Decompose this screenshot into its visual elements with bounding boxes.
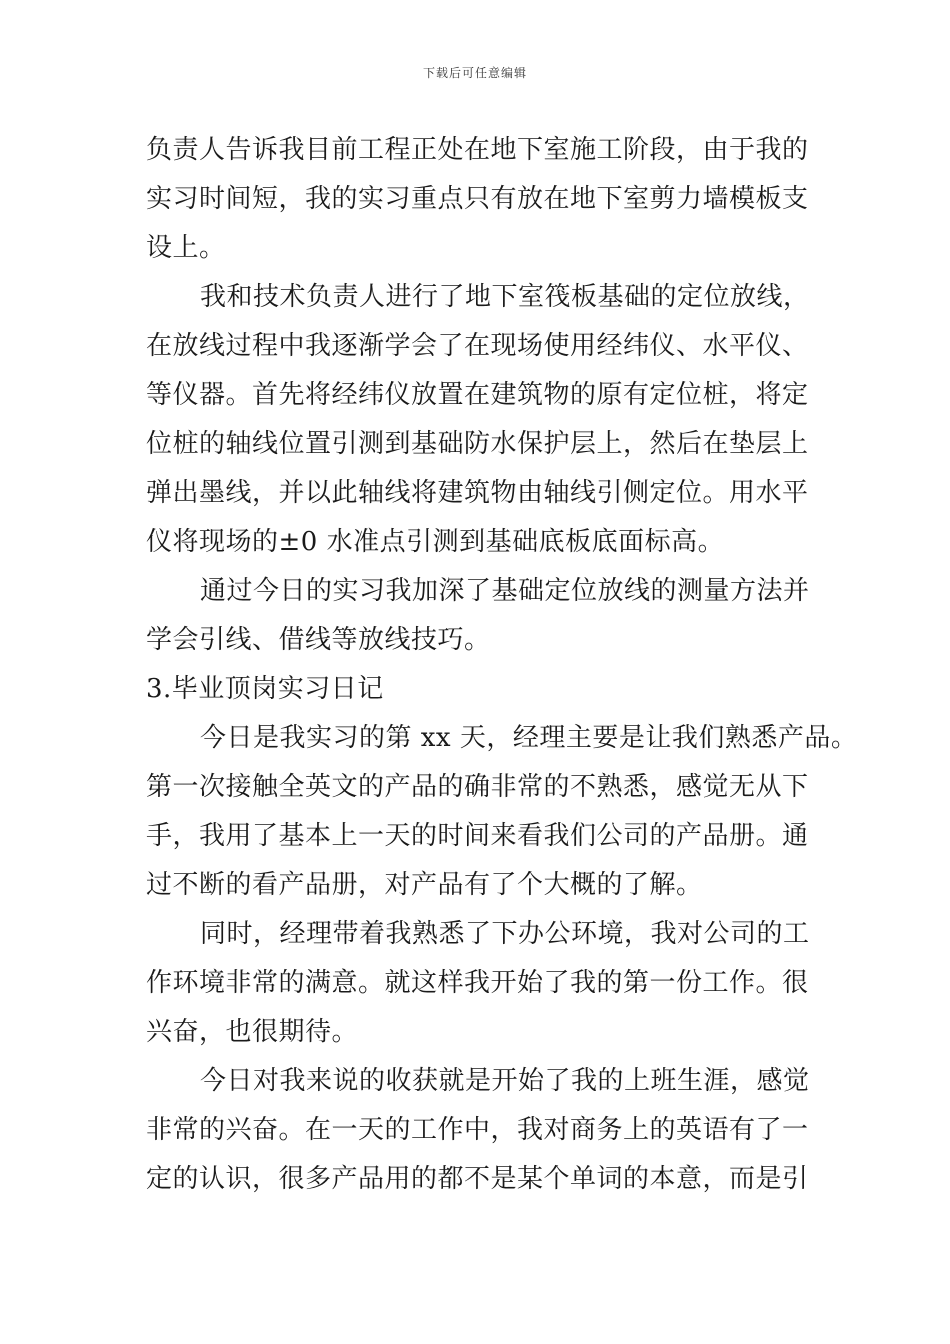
text-line: 作环境非常的满意。就这样我开始了我的第一份工作。很 [146, 968, 809, 998]
text-line: 等仪器。首先将经纬仪放置在建筑物的原有定位桩，将定 [146, 380, 809, 410]
text-line: 手，我用了基本上一天的时间来看我们公司的产品册。通 [146, 821, 809, 851]
text-line: 我和技术负责人进行了地下室筏板基础的定位放线， [200, 282, 810, 312]
text-line: 同时，经理带着我熟悉了下办公环境，我对公司的工 [200, 919, 810, 949]
text-line: 学会引线、借线等放线技巧。 [146, 625, 491, 655]
text-line: 位桩的轴线位置引测到基础防水保护层上，然后在垫层上 [146, 429, 809, 459]
text-line: 兴奋，也很期待。 [146, 1017, 359, 1047]
text-line: 非常的兴奋。在一天的工作中，我对商务上的英语有了一 [146, 1115, 809, 1145]
text-line: 定的认识，很多产品用的都不是某个单词的本意，而是引 [146, 1164, 809, 1194]
text-line: 负责人告诉我目前工程正处在地下室施工阶段，由于我的 [146, 135, 809, 165]
text-line: 仪将现场的±0 水准点引测到基础底板底面标高。 [146, 527, 725, 557]
text-line: 在放线过程中我逐渐学会了在现场使用经纬仪、水平仪、 [146, 331, 809, 361]
text-line: 实习时间短，我的实习重点只有放在地下室剪力墙模板支 [146, 184, 809, 214]
text-line: 弹出墨线，并以此轴线将建筑物由轴线引侧定位。用水平 [146, 478, 809, 508]
text-line: 第一次接触全英文的产品的确非常的不熟悉，感觉无从下 [146, 772, 809, 802]
section-heading: 3.毕业顶岗实习日记 [146, 674, 384, 704]
text-line: 过不断的看产品册，对产品有了个大概的了解。 [146, 870, 703, 900]
page-header-note: 下载后可任意编辑 [422, 66, 527, 80]
text-line: 通过今日的实习我加深了基础定位放线的测量方法并 [200, 576, 810, 606]
text-line: 今日对我来说的收获就是开始了我的上班生涯，感觉 [200, 1066, 810, 1096]
document-body [146, 126, 858, 1204]
text-line: 今日是我实习的第 xx 天，经理主要是让我们熟悉产品。 [200, 723, 858, 753]
text-line: 设上。 [146, 233, 226, 263]
